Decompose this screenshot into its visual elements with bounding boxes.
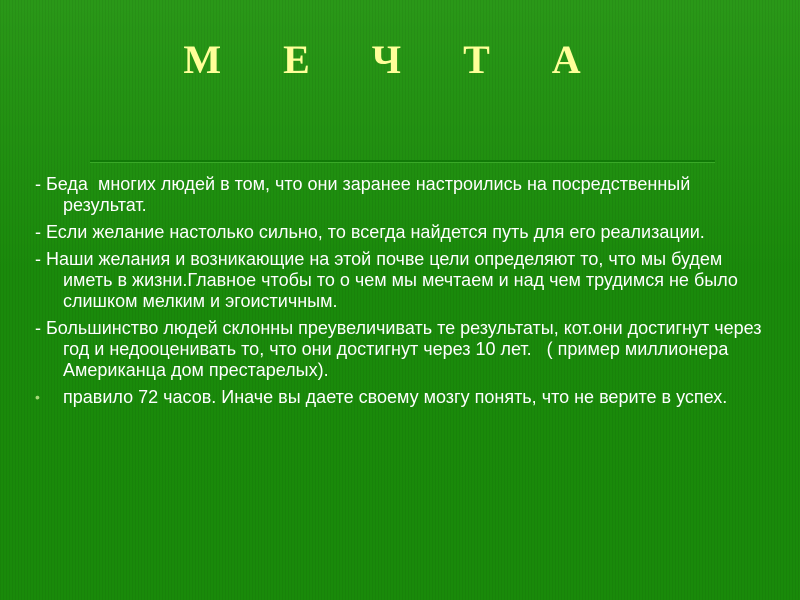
title-divider [90,160,715,162]
slide-body [35,174,775,408]
bullet-dot-icon: • [35,389,40,405]
slide-title: М Е Ч Т А [183,37,607,82]
paragraph-4: - Большинство людей склонны преувеличивать те результаты, кот.они достигнут через год и недооценивать то, что они достигнут через 10 лет. ( пример миллионера Американца дом престарелых). [35,318,767,380]
bullet-item [35,387,775,408]
paragraph-2: - Если желание настолько сильно, то всегда найдется путь для его реализации. [35,222,705,242]
paragraph-1: - Беда многих людей в том, что они заранее настроились на посредственный результат. [35,174,696,215]
bullet-text: правило 72 часов. Иначе вы даете своему мозгу понять, что не верите в успех. [63,387,728,407]
paragraph-3: - Наши желания и возникающие на этой почве цели определяют то, что мы будем иметь в жизни.Главное чтобы то о чем мы мечтаем и над чем трудимся не было слишком мелким и эгоистичным. [35,249,743,311]
